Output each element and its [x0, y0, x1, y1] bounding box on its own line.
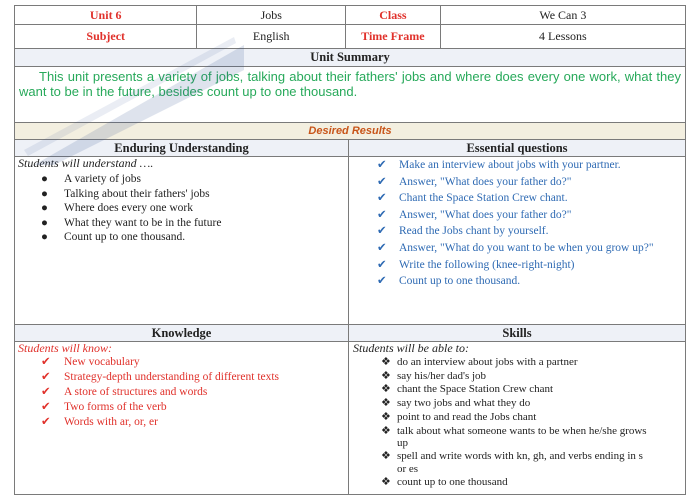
class-value: We Can 3 — [539, 7, 587, 22]
skills-list — [381, 356, 651, 490]
bullet-icon: ● — [41, 202, 48, 215]
bullet-icon: ● — [41, 173, 48, 185]
essential-question-item: ✔ Answer, "What do you want to be when you grow up?" — [377, 240, 682, 257]
diamond-bullet-icon: ❖ — [381, 410, 391, 423]
enduring-item: ● What they want to be in the future — [41, 216, 222, 229]
enduring-item: ● Where does every one work — [41, 202, 193, 215]
skills-item: ❖ point to and read the Jobs chant — [381, 410, 537, 423]
diamond-bullet-icon: ❖ — [381, 383, 391, 396]
time-frame-label: Time Frame — [346, 25, 441, 48]
bullet-icon: ● — [41, 187, 48, 200]
enduring-understanding-heading: Enduring Understanding — [15, 140, 348, 157]
checkmark-icon: ✔ — [377, 241, 387, 254]
column-divider — [348, 140, 349, 495]
knowledge-heading: Knowledge — [15, 325, 348, 342]
diamond-bullet-icon: ❖ — [381, 369, 391, 382]
lesson-plan-table — [14, 5, 686, 495]
checkmark-icon: ✔ — [377, 208, 387, 221]
knowledge-list — [41, 356, 311, 431]
unit-summary-heading: Unit Summary — [15, 49, 685, 67]
checkmark-icon: ✔ — [377, 225, 387, 238]
skills-item: ❖ talk about what someone wants to be when he/she grows up — [381, 424, 647, 449]
essential-question-item: ✔ Count up to one thousand. — [377, 273, 682, 290]
knowledge-intro: Students will know: — [18, 341, 112, 355]
checkmark-icon: ✔ — [41, 401, 51, 413]
enduring-item: ● Count up to one thousand. — [41, 231, 186, 244]
bullet-icon: ● — [41, 231, 48, 244]
diamond-bullet-icon: ❖ — [381, 476, 391, 489]
checkmark-icon: ✔ — [41, 386, 51, 398]
knowledge-item: ✔ New vocabulary — [41, 356, 140, 368]
skills-item: ❖ do an interview about jobs with a partner — [381, 356, 578, 368]
knowledge-item: ✔ Words with ar, or, er — [41, 416, 158, 428]
enduring-list — [41, 172, 341, 245]
enduring-intro: Students will understand …. — [18, 156, 154, 170]
unit-label: Unit 6 — [15, 6, 197, 24]
diamond-bullet-icon: ❖ — [381, 424, 391, 437]
checkmark-icon: ✔ — [41, 371, 51, 383]
essential-question-item: ✔ Read the Jobs chant by yourself. — [377, 223, 682, 240]
checkmark-icon: ✔ — [41, 416, 51, 428]
skills-intro: Students will be able to: — [353, 341, 469, 355]
essential-question-item: ✔ Chant the Space Station Crew chant. — [377, 190, 682, 207]
diamond-bullet-icon: ❖ — [381, 450, 391, 463]
essential-question-item: ✔ Answer, "What does your father do?" — [377, 207, 682, 224]
skills-item: ❖ say his/her dad's job — [381, 369, 487, 382]
header-row-2 — [15, 25, 685, 49]
knowledge-item: ✔ Strategy-depth understanding of different texts — [41, 371, 280, 383]
header-row-1 — [15, 6, 685, 25]
desired-results-heading: Desired Results — [15, 123, 685, 140]
diamond-bullet-icon: ❖ — [381, 356, 391, 368]
class-label: Class — [346, 6, 441, 24]
skills-item: ❖ count up to one thousand — [381, 476, 508, 489]
knowledge-item: ✔ Two forms of the verb — [41, 401, 167, 413]
subject-label: Subject — [15, 25, 197, 48]
knowledge-item: ✔ A store of structures and words — [41, 386, 208, 398]
checkmark-icon: ✔ — [377, 258, 387, 271]
checkmark-icon: ✔ — [377, 275, 387, 288]
essential-question-item: ✔ Answer, "What does your father do?" — [377, 174, 682, 191]
skills-item: ❖ spell and write words with kn, gh, and verbs ending in s or es — [381, 450, 643, 475]
subject-value: English — [197, 25, 346, 48]
skills-heading: Skills — [349, 325, 685, 342]
essential-question-item: ✔ Make an interview about jobs with your partner. — [377, 157, 682, 174]
unit-summary-text: This unit presents a variety of jobs, talking about their fathers' jobs and where does every one work, what they want to be in the future, besides count up to one thousand. — [15, 67, 685, 123]
checkmark-icon: ✔ — [377, 175, 387, 188]
skills-item: ❖ chant the Space Station Crew chant — [381, 383, 554, 396]
time-frame-value: 4 Lessons — [539, 29, 587, 43]
essential-question-item: ✔ Write the following (knee-right-night) — [377, 257, 682, 274]
unit-topic: Jobs — [197, 6, 346, 24]
enduring-item: ● Talking about their fathers' jobs — [41, 187, 210, 200]
enduring-item: ● A variety of jobs — [41, 173, 141, 185]
bullet-icon: ● — [41, 216, 48, 229]
checkmark-icon: ✔ — [377, 192, 387, 205]
skills-item: ❖ say two jobs and what they do — [381, 397, 531, 410]
checkmark-icon: ✔ — [377, 159, 387, 171]
diamond-bullet-icon: ❖ — [381, 397, 391, 410]
essential-questions-list — [377, 157, 682, 290]
checkmark-icon: ✔ — [41, 356, 51, 368]
essential-questions-heading: Essential questions — [349, 140, 685, 157]
